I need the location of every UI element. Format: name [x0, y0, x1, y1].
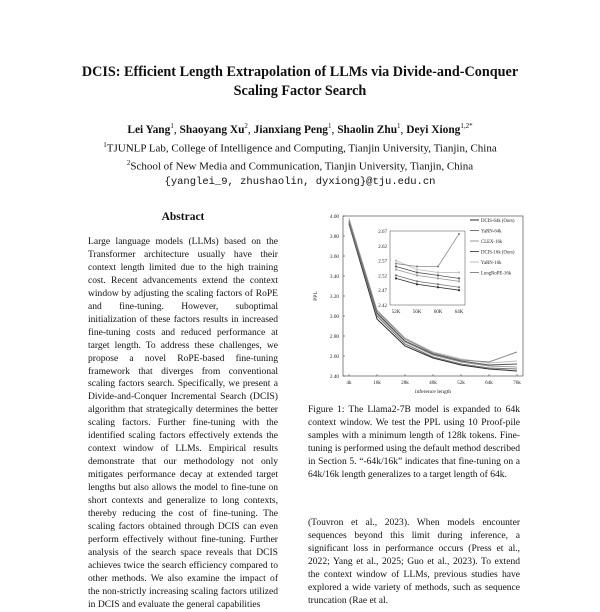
y-axis-label: PPL	[313, 291, 319, 301]
figure-caption: Figure 1: The Llama2-7B model is expanded to 64k context window. We test the PPL using 10 Proof-pile samples with a minimum length of 128k tokens. Fine-tuning is performed using the default method described in Section 5. “-64k/16k” indicates that fine-tuning on a 64k/16k length generalizes to a target length of 64k.	[308, 404, 520, 480]
inset-x-tick-label: 60K	[433, 310, 443, 315]
body-text-column-2: (Touvron et al., 2023). When models encounter sequences beyond this limit during inference, a significant loss in performance occurs (Press et al., 2022; Yang et al., 2025; Guo et al., 2023). To extend the context window of LLMs, previous studies have explored a wide variety of methods, such as sequence truncation (Rae et al.	[308, 517, 520, 606]
author-sup: 1	[170, 122, 174, 130]
paper-title	[40, 63, 560, 101]
inset-x-tick-label: 56K	[412, 310, 422, 315]
inset-point	[458, 277, 460, 279]
chart-legend	[470, 219, 515, 277]
inset-point	[395, 274, 397, 276]
author-list: Lei Yang$^1$, Shaoyang Xu$^2$, Jianxiang Peng$^1$, Shaolin Zhu$^1$, Deyi Xiong$^{1,2*}$	[127, 122, 473, 136]
y-tick-label: 3.00	[329, 314, 339, 320]
inset-y-tick-label: 2.62	[378, 244, 387, 250]
abstract-text: Large language models (LLMs) based on the Transformer architecture usually have their context length limited due to the high training cost. Recent advancements extend the context window by adjusting the scaling factors of RoPE and fine-tuning. However, suboptimal initialization of these factors results in increased fine-tuning costs and reduced performance at target length. To address these challenges, we propose a novel RoPE-based fine-tuning framework that diverges from conventional scaling factors search. Specifically, we present a Divide-and-Conquer Incremental Search (DCIS) algorithm that strategically determines the better scaling factors. Further fine-tuning with the identified scaling factors effectively extends the context window of LLMs. Empirical results demonstrate that our methodology not only mitigates performance decay at extended target lengths but also allows the model to fine-tune on short contexts and generalize to long contexts, thereby reducing the cost of fine-tuning. The scaling factors obtained through DCIS can even perform effectively without fine-tuning. Further analysis of the search space reveals that DCIS achieves twice the search efficiency compared to other methods. We also examine the impact of the non-strictly increasing scaling factors utilized in DCIS and evaluate the general capabilities	[88, 236, 278, 610]
inset-point	[395, 265, 397, 267]
author-sup: 1	[397, 122, 401, 130]
inset-y-tick-label: 2.57	[378, 259, 387, 265]
inset-point	[437, 277, 439, 279]
inset-point	[437, 271, 439, 273]
author-name: Shaoyang Xu	[179, 123, 245, 136]
legend-label: DCIS-64k (Ours)	[481, 219, 515, 224]
inset-point	[437, 265, 439, 267]
legend-label: DCIS-16k (Ours)	[481, 250, 515, 256]
inset-x-tick-label: 64K	[454, 310, 464, 315]
author-name: Shaolin Zhu	[337, 123, 398, 136]
inset-point	[395, 268, 397, 270]
title-line-2: Scaling Factor Search	[233, 83, 367, 99]
inset-point	[416, 271, 418, 273]
inset-point	[395, 262, 397, 264]
author-sup: 1,2*	[460, 122, 473, 130]
x-tick-label: 52k	[457, 380, 465, 386]
legend-label: CLEX-16k	[481, 240, 503, 245]
y-tick-label: 3.40	[329, 274, 339, 280]
inset-x-tick-label: 52K	[391, 310, 401, 315]
affiliation-1: $^1$TJUNLP Lab, College of Intelligence and Computing, Tianjin University, Tianjin, China	[103, 140, 497, 155]
x-tick-label: 4k	[346, 380, 352, 386]
inset-point	[437, 274, 439, 276]
x-tick-label: 40k	[429, 380, 437, 386]
x-axis-label: inference length	[414, 389, 452, 395]
y-tick-label: 3.80	[329, 234, 339, 240]
inset-point	[395, 277, 397, 279]
legend-label: YaRN-64k	[481, 229, 502, 235]
title-line-1: DCIS: Efficient Length Extrapolation of LLMs via Divide-and-Conquer	[81, 64, 519, 80]
author-block	[30, 119, 570, 190]
abstract-body	[88, 236, 278, 612]
legend-label: LongRoPE-16k	[481, 271, 512, 277]
inset-point	[437, 283, 439, 285]
author-sup: 2	[244, 122, 248, 130]
inset-point	[416, 274, 418, 276]
author-name: Lei Yang	[127, 123, 171, 136]
x-tick-label: 28k	[401, 380, 409, 386]
y-tick-label: 3.60	[329, 254, 339, 260]
inset-point	[437, 286, 439, 288]
y-tick-label: 3.20	[329, 294, 339, 300]
inset-point	[458, 233, 460, 235]
y-tick-label: 2.80	[329, 334, 339, 340]
inset-y-tick-label: 2.47	[378, 289, 387, 295]
inset-point	[416, 280, 418, 282]
author-name: Jianxiang Peng	[253, 123, 328, 136]
inset-point	[458, 289, 460, 291]
affiliation-2: $^2$School of New Media and Communication, Tianjin University, Tianjin, China	[126, 159, 474, 174]
author-sup: 1	[328, 122, 332, 130]
inset-point	[458, 271, 460, 273]
chart-inset	[378, 230, 465, 315]
inset-y-tick-label: 2.42	[378, 304, 387, 309]
inset-y-tick-label: 2.67	[378, 230, 387, 235]
inset-point	[458, 280, 460, 282]
x-tick-label: 16k	[373, 380, 381, 386]
figure-1-chart	[305, 208, 530, 400]
inset-y-tick-label: 2.52	[378, 274, 387, 280]
author-name: Deyi Xiong	[406, 123, 461, 136]
legend-label: YaRN-16k	[481, 261, 502, 266]
inset-point	[458, 286, 460, 288]
abstract-heading: Abstract	[161, 211, 205, 223]
inset-point	[395, 260, 397, 262]
x-tick-label: 76k	[513, 380, 521, 386]
y-tick-label: 4.00	[329, 214, 339, 220]
y-tick-label: 2.40	[329, 374, 339, 380]
author-email: {yanglei_9, zhushaolin, dyxiong}@tju.edu.cn	[164, 176, 436, 189]
x-tick-label: 64k	[485, 380, 493, 386]
inset-point	[416, 265, 418, 267]
y-tick-label: 2.60	[329, 354, 339, 360]
inset-point	[416, 283, 418, 285]
inset-point	[416, 268, 418, 270]
